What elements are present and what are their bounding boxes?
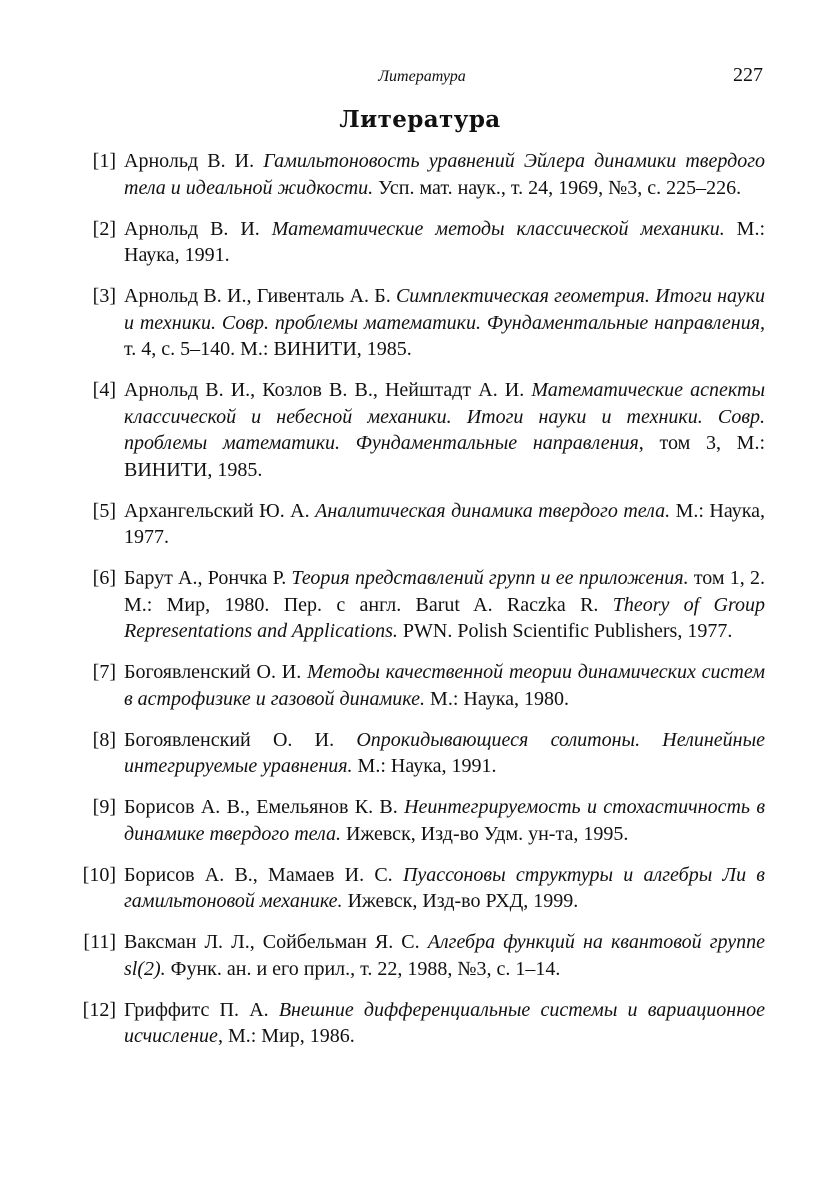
- reference-4: [79, 377, 765, 483]
- reference-authors: Арнольд В. И., Козлов В. В., Нейштадт А. И.: [124, 379, 525, 401]
- reference-details: М.: Наука, 1991.: [357, 755, 497, 777]
- page-title: Литература: [339, 106, 501, 133]
- reference-details: М.: Наука, 1977.: [124, 499, 766, 548]
- reference-details: , т. 4, с. 5–140. М.: ВИНИТИ, 1985.: [124, 311, 765, 360]
- reference-authors: Борисов А. В., Емельянов К. В.: [124, 796, 398, 818]
- reference-5: [79, 498, 765, 551]
- reference-title-original: Theory of Group Representations and Applications.: [124, 593, 765, 642]
- reference-title: Пуассоновы структуры и алгебры Ли в гамильтоновой механике.: [124, 863, 765, 912]
- reference-number: [5]: [92, 499, 116, 522]
- reference-details: , том 3, М.: ВИНИТИ, 1985.: [124, 432, 765, 481]
- reference-authors: Ваксман Л. Л., Сойбельман Я. С.: [124, 931, 420, 953]
- reference-authors: Архангельский Ю. А.: [124, 499, 310, 522]
- reference-authors: Гриффитс П. А.: [124, 998, 269, 1021]
- reference-number: [6]: [92, 567, 116, 589]
- reference-authors: Арнольд В. И.: [124, 150, 255, 172]
- reference-9: [79, 794, 765, 847]
- reference-authors: Барут А., Рончка Р.: [124, 567, 287, 589]
- reference-1: [79, 148, 765, 201]
- reference-details: Усп. мат. наук., т. 24, 1969, №3, с. 225–226.: [378, 176, 742, 199]
- reference-number: [7]: [92, 661, 116, 683]
- reference-details: Ижевск, Изд-во Удм. ун-та, 1995.: [345, 822, 629, 845]
- reference-title: Опрокидывающиеся солитоны. Нелинейные интегрируемые уравнения.: [124, 728, 765, 777]
- reference-number: [1]: [92, 150, 116, 172]
- reference-title: Алгебра функций на квантовой группе sl(2).: [124, 931, 765, 980]
- page-number: 227: [733, 64, 763, 86]
- reference-2: [79, 216, 765, 269]
- reference-6: [79, 565, 765, 645]
- reference-12: [79, 997, 765, 1050]
- reference-details: М.: Наука, 1980.: [430, 687, 569, 710]
- reference-number: [9]: [92, 796, 116, 818]
- reference-7: [79, 659, 765, 712]
- reference-details: Ижевск, Изд-во РХД, 1999.: [347, 890, 579, 912]
- reference-8: [79, 727, 765, 780]
- running-title: Литература: [378, 68, 466, 85]
- reference-title: Неинтегрируемость и стохастичность в динамике твердого тела.: [124, 796, 766, 845]
- reference-11: [79, 929, 765, 982]
- reference-number: [11]: [83, 931, 116, 953]
- reference-title: Теория представлений групп и ее приложения.: [291, 567, 689, 589]
- reference-number: [2]: [92, 217, 116, 240]
- reference-details-original: PWN. Polish Scientific Publishers, 1977.: [402, 620, 733, 642]
- reference-title: Математические методы классической механики.: [271, 217, 725, 240]
- reference-number: [3]: [92, 285, 116, 307]
- reference-authors: Богоявленский О. И.: [124, 661, 302, 683]
- reference-authors: Арнольд В. И., Гивенталь А. Б.: [124, 285, 391, 307]
- reference-title: Методы качественной теории динамических систем в астрофизике и газовой динамике.: [124, 661, 766, 710]
- reference-number: [4]: [92, 379, 116, 401]
- reference-authors: Богоявленский О. И.: [124, 728, 335, 751]
- reference-details: , М.: Мир, 1986.: [217, 1025, 355, 1047]
- reference-title: Аналитическая динамика твердого тела.: [315, 499, 671, 522]
- reference-title: Внешние дифференциальные системы и вариационное исчисление: [124, 998, 765, 1047]
- reference-details: М.: Наука, 1991.: [124, 217, 765, 266]
- reference-authors: Борисов А. В., Мамаев И. С.: [124, 863, 393, 886]
- bibliography-list: [79, 148, 765, 1064]
- running-head: [79, 64, 765, 92]
- reference-3: [79, 283, 765, 363]
- reference-title: Симплектическая геометрия. Итоги науки и техники. Совр. проблемы математики. Фундаментальные направления: [124, 285, 766, 334]
- reference-number: [10]: [82, 863, 116, 886]
- reference-10: [79, 862, 765, 915]
- reference-details: том 1, 2. М.: Мир, 1980. Пер. с англ. Barut A. Raczka R.: [124, 567, 765, 616]
- reference-number: [8]: [92, 728, 116, 751]
- reference-details: Функ. ан. и его прил., т. 22, 1988, №3, с. 1–14.: [170, 957, 561, 980]
- reference-title: Гамильтоновость уравнений Эйлера динамики твердого тела и идеальной жидкости.: [124, 150, 765, 199]
- reference-title: Математические аспекты классической и небесной механики. Итоги науки и техники. Совр. проблемы математики. Фундаментальные направления: [124, 379, 765, 454]
- reference-number: [12]: [82, 998, 116, 1021]
- reference-authors: Арнольд В. И.: [124, 217, 260, 240]
